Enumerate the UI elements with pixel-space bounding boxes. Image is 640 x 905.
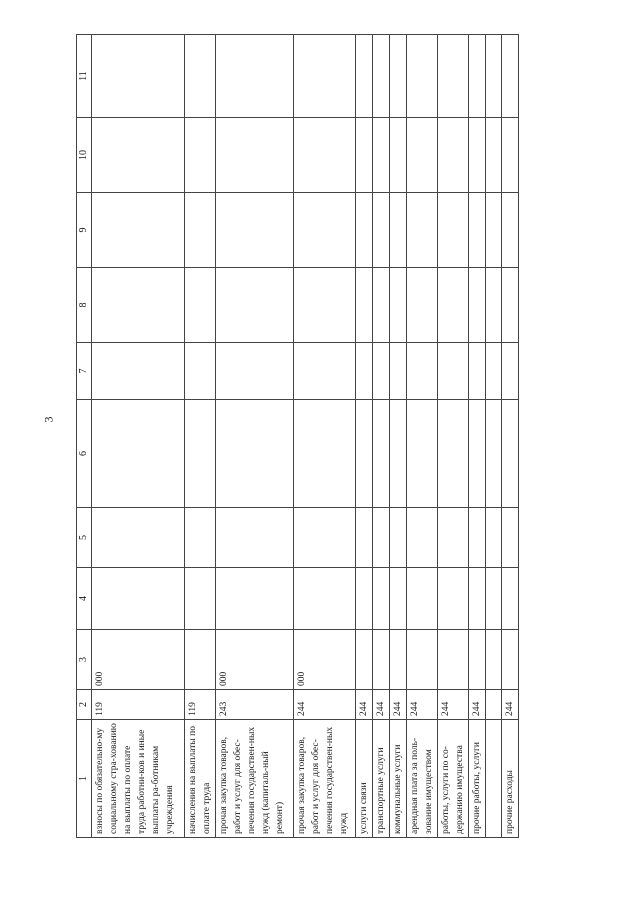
empty-cell [407,118,438,193]
empty-cell [92,508,185,568]
table-row [390,35,407,838]
row-sub-code-cell [356,630,373,690]
empty-cell [373,568,390,630]
empty-cell [438,35,469,118]
col-header-10: 10 [77,118,92,193]
row-sub-code-cell [185,630,216,690]
empty-cell [390,343,407,400]
empty-cell [92,193,185,268]
empty-cell [486,508,502,568]
row-name-cell: взносы по обязательно-му социальному стра-хованию на выплаты по оплате труда работни-ков и иные выплаты ра-ботникам учреждения [92,720,185,838]
row-code-cell [486,690,502,720]
row-name-cell: транспортные услуги [373,720,390,838]
row-name-cell: услуги связи [356,720,373,838]
column-number-row [77,35,92,838]
empty-cell [356,343,373,400]
table-row [216,35,294,838]
table-row [294,35,356,838]
empty-cell [502,343,519,400]
empty-cell [185,400,216,508]
empty-cell [356,118,373,193]
empty-cell [185,343,216,400]
empty-cell [469,568,486,630]
col-header-6: 6 [77,400,92,508]
empty-cell [469,35,486,118]
empty-cell [407,508,438,568]
empty-cell [294,568,356,630]
empty-cell [438,343,469,400]
empty-cell [502,568,519,630]
empty-cell [502,268,519,343]
empty-cell [294,268,356,343]
empty-cell [185,508,216,568]
row-name-cell: прочая закупка товаров, работ и услуг для обес-печения государствен-ных нужд [294,720,356,838]
empty-cell [438,118,469,193]
row-name-cell: прочие расходы [502,720,519,838]
empty-cell [216,343,294,400]
empty-cell [438,568,469,630]
table-row [407,35,438,838]
table-row [502,35,519,838]
row-sub-code-cell: 000 [92,630,185,690]
empty-cell [216,268,294,343]
row-sub-code-cell [407,630,438,690]
row-sub-code-cell: 000 [216,630,294,690]
empty-cell [486,568,502,630]
empty-cell [373,343,390,400]
empty-cell [356,400,373,508]
row-code-cell: 244 [469,690,486,720]
empty-cell [486,35,502,118]
row-code-cell: 119 [185,690,216,720]
empty-cell [390,568,407,630]
empty-cell [407,343,438,400]
empty-cell [390,400,407,508]
empty-cell [294,400,356,508]
empty-cell [373,193,390,268]
row-sub-code-cell [502,630,519,690]
empty-cell [407,35,438,118]
empty-cell [373,268,390,343]
empty-cell [92,118,185,193]
empty-cell [407,568,438,630]
col-header-8: 8 [77,268,92,343]
empty-cell [469,400,486,508]
row-sub-code-cell [390,630,407,690]
col-header-3: 3 [77,630,92,690]
table-row [469,35,486,838]
empty-cell [92,35,185,118]
empty-cell [469,118,486,193]
empty-cell [92,400,185,508]
empty-cell [502,400,519,508]
empty-cell [185,35,216,118]
empty-cell [373,508,390,568]
table-row [356,35,373,838]
empty-cell [294,35,356,118]
col-header-9: 9 [77,193,92,268]
col-header-11: 11 [77,35,92,118]
row-name-cell: прочие работы, услуги [469,720,486,838]
empty-cell [294,118,356,193]
empty-cell [407,400,438,508]
empty-cell [356,508,373,568]
empty-cell [390,508,407,568]
empty-cell [216,35,294,118]
empty-cell [469,193,486,268]
empty-cell [486,400,502,508]
row-code-cell: 244 [390,690,407,720]
row-code-cell: 243 [216,690,294,720]
rotated-table-wrapper [76,35,608,838]
empty-cell [216,193,294,268]
expenditure-table [76,34,519,838]
empty-cell [502,508,519,568]
row-code-cell: 244 [373,690,390,720]
empty-cell [502,35,519,118]
empty-cell [294,193,356,268]
empty-cell [390,268,407,343]
empty-cell [356,193,373,268]
row-name-cell: прочая закупка товаров, работ и услуг для обес-печения государствен-ных нужд (капиталь-ный ремонт) [216,720,294,838]
empty-cell [502,118,519,193]
row-sub-code-cell [373,630,390,690]
empty-cell [294,508,356,568]
row-name-cell: коммунальные услуги [390,720,407,838]
table-row [92,35,185,838]
empty-cell [486,193,502,268]
row-code-cell: 244 [356,690,373,720]
row-name-cell: арендная плата за поль-зование имуществом [407,720,438,838]
row-code-cell: 244 [502,690,519,720]
empty-cell [356,35,373,118]
empty-cell [294,343,356,400]
empty-cell [373,118,390,193]
empty-cell [438,400,469,508]
table-row [373,35,390,838]
row-sub-code-cell: 000 [294,630,356,690]
row-sub-code-cell [469,630,486,690]
rotated-table-frame [76,35,608,838]
row-name-cell [486,720,502,838]
empty-cell [469,343,486,400]
row-code-cell: 244 [438,690,469,720]
empty-cell [185,193,216,268]
empty-cell [216,508,294,568]
col-header-1: 1 [77,720,92,838]
empty-cell [373,35,390,118]
row-sub-code-cell [438,630,469,690]
empty-cell [185,118,216,193]
empty-cell [438,508,469,568]
empty-cell [356,268,373,343]
empty-cell [390,193,407,268]
row-name-cell: работы, услуги по со-держанию имущества [438,720,469,838]
empty-cell [469,268,486,343]
empty-cell [438,193,469,268]
row-code-cell: 244 [407,690,438,720]
col-header-4: 4 [77,568,92,630]
table-row [438,35,469,838]
empty-cell [390,118,407,193]
empty-cell [373,400,390,508]
empty-cell [92,268,185,343]
col-header-5: 5 [77,508,92,568]
col-header-2: 2 [77,690,92,720]
col-header-7: 7 [77,343,92,400]
row-code-cell: 244 [294,690,356,720]
empty-cell [185,568,216,630]
row-code-cell: 119 [92,690,185,720]
empty-cell [356,568,373,630]
empty-cell [216,118,294,193]
row-name-cell: начисления на выплаты по оплате труда [185,720,216,838]
row-sub-code-cell [486,630,502,690]
empty-cell [92,343,185,400]
empty-cell [486,118,502,193]
empty-cell [216,400,294,508]
empty-cell [486,268,502,343]
empty-cell [216,568,294,630]
empty-cell [407,268,438,343]
empty-cell [502,193,519,268]
table-row [185,35,216,838]
page-number: 3 [41,416,56,423]
table-row [486,35,502,838]
empty-cell [390,35,407,118]
empty-cell [486,343,502,400]
empty-cell [185,268,216,343]
empty-cell [92,568,185,630]
empty-cell [438,268,469,343]
empty-cell [469,508,486,568]
empty-cell [407,193,438,268]
